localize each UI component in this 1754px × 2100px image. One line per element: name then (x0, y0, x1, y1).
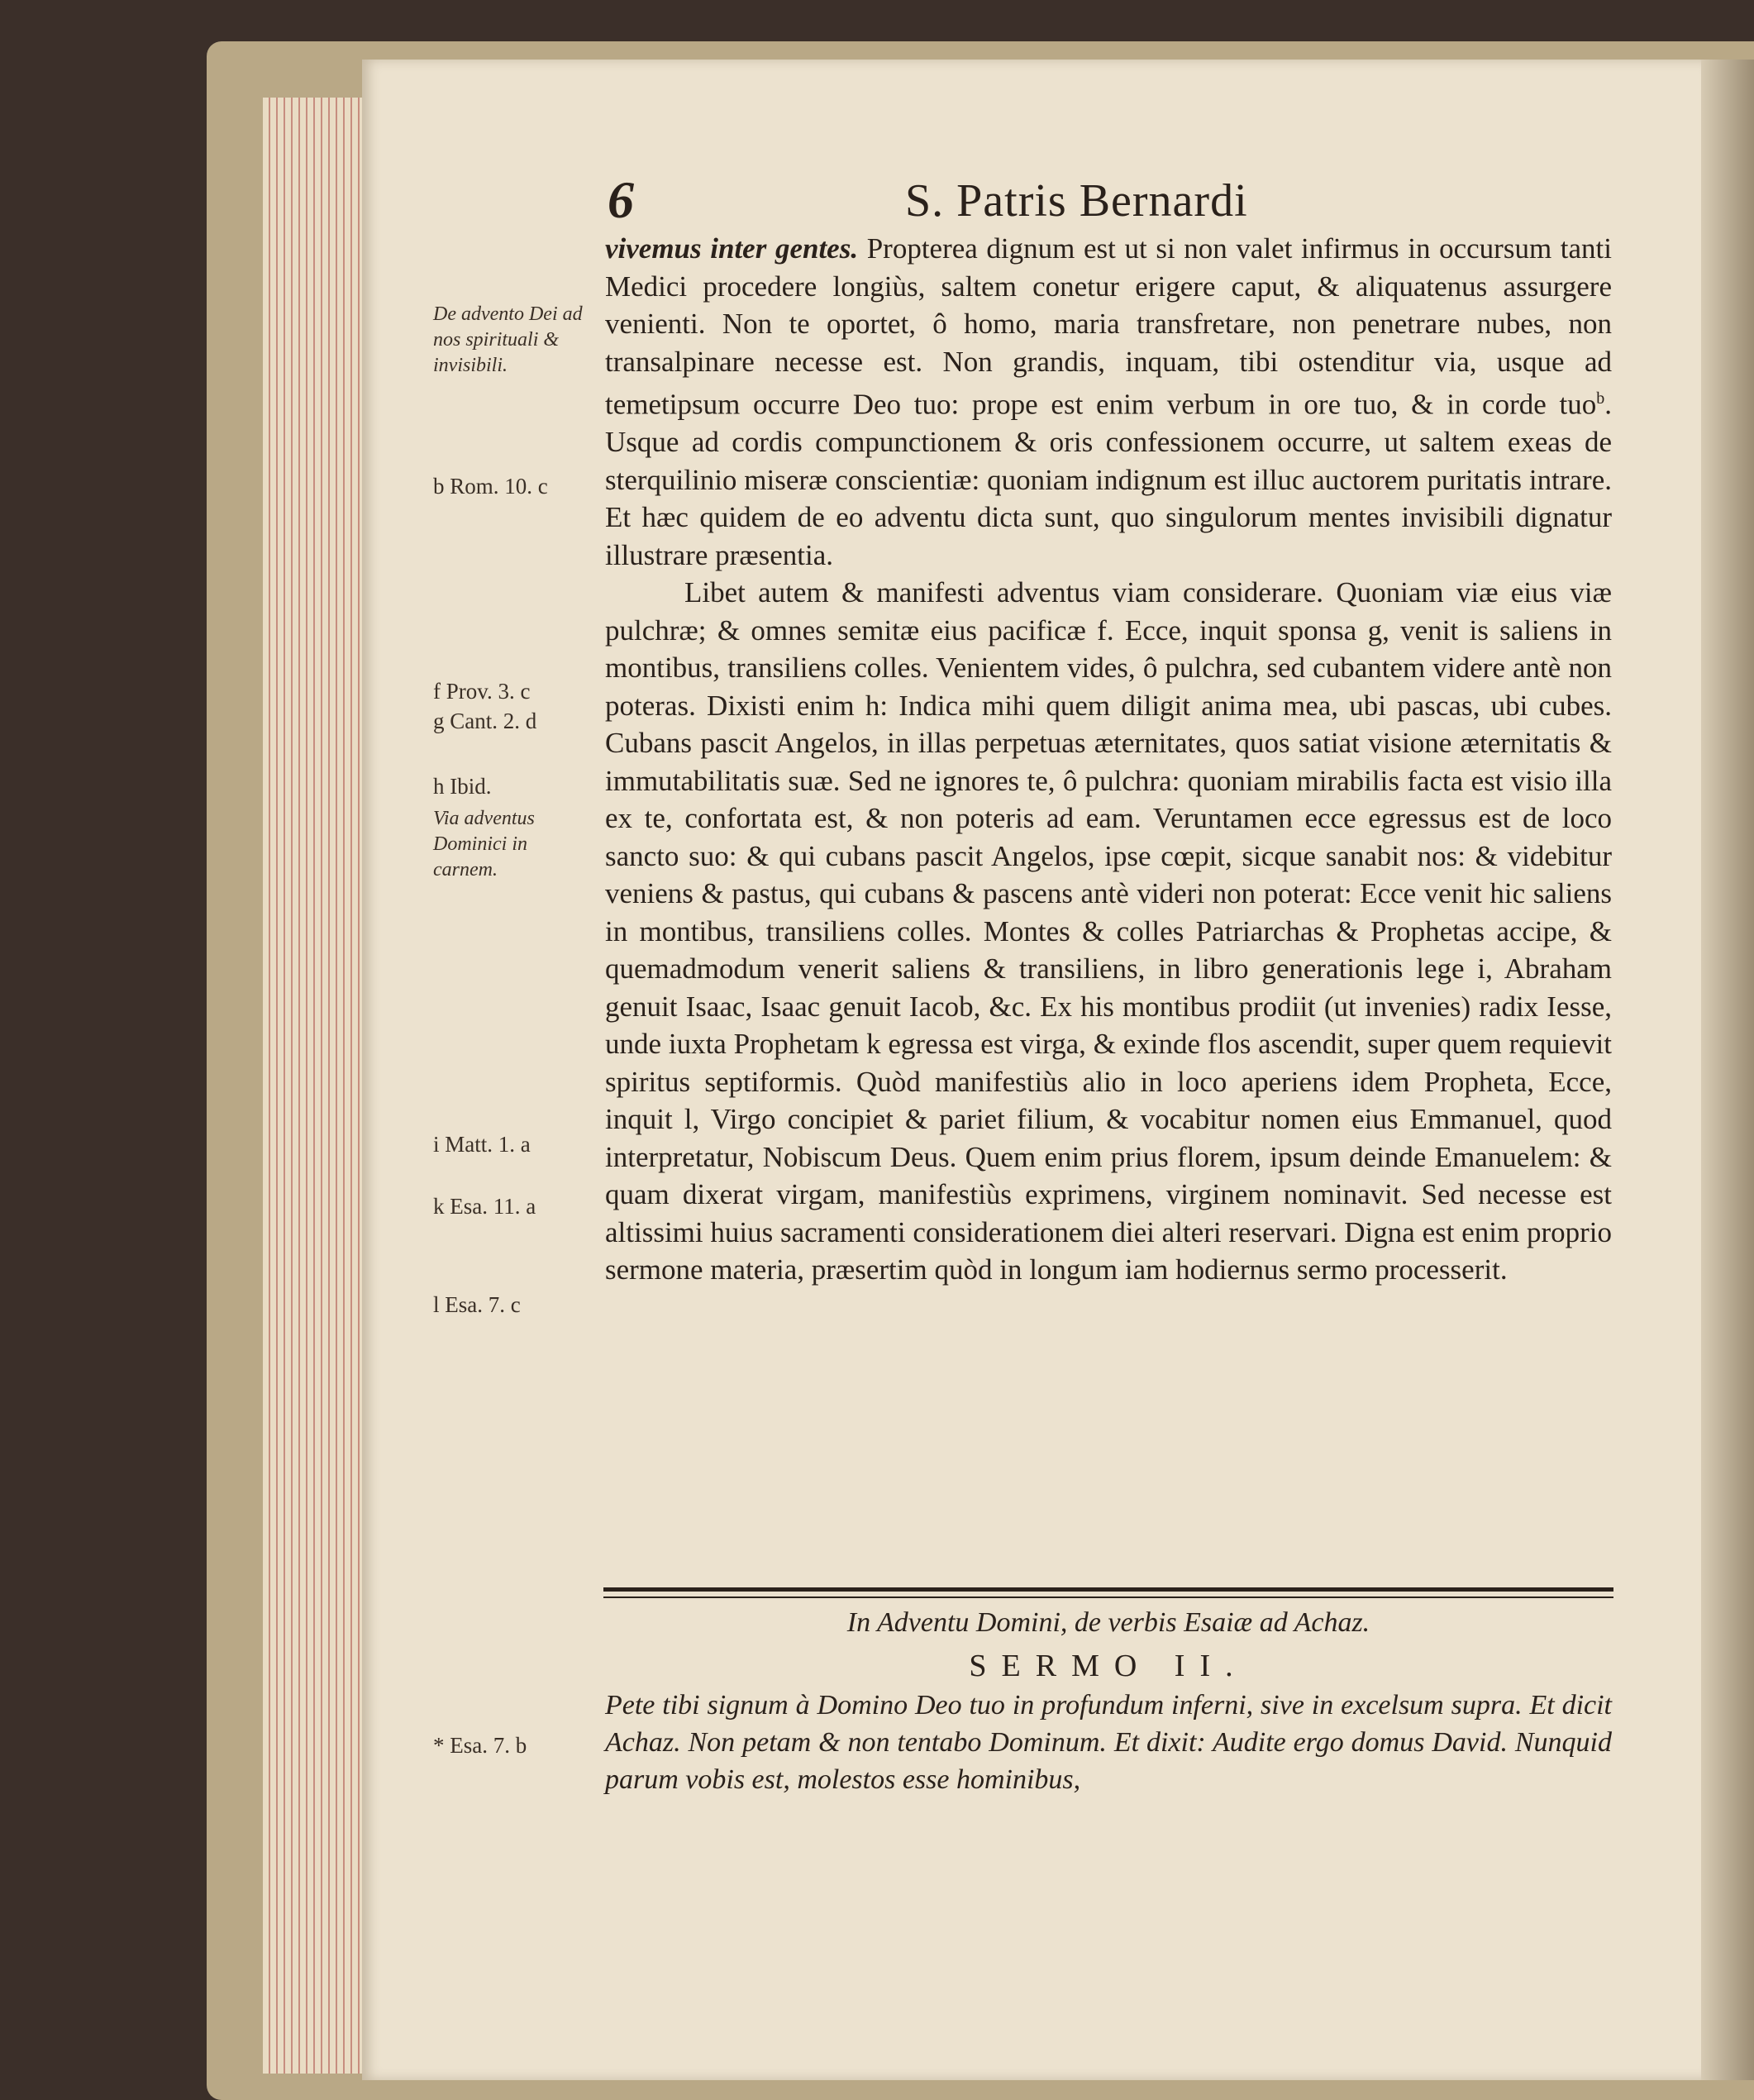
gutter-edge (1701, 60, 1754, 2080)
footnote-marker: b (1596, 389, 1605, 408)
page-edges (263, 98, 379, 2074)
page-number: 6 (608, 170, 634, 229)
margin-note: Via adventus Dominici in carnem. (433, 808, 535, 881)
scripture-epigraph: Pete tibi signum à Domino Deo tuo in profundum inferni, sive in excelsum supra. Et dicit Achaz. Non petam & non tentabo Dominum. Et dixit: Audite ergo domus David. Nunquid parum vobis est, molestos esse hominibus, (605, 1690, 1612, 1795)
sermon-number: SERMO II. (969, 1649, 1248, 1683)
section-rule (603, 1587, 1613, 1598)
margin-note: h Ibid. (433, 774, 492, 799)
margin-note: g Cant. 2. d (433, 709, 537, 733)
margin-note: b Rom. 10. c (433, 474, 548, 499)
paragraph: Libet autem & manifesti adventus viam considerare. Quoniam viæ eius viæ pulchræ; & omnes semitæ eius pacificæ f. Ecce, inquit sponsa g, venit is saliens in montibus, transiliens colles. Venientem vides, ô pulchra, sed cubantem videre antè non poteras. Dixisti enim h: Indica mihi quem diligit anima mea, ubi pascas, ubi cubes. Cubans pascit Angelos, in illas perpetuas æternitates, quos satiat visione æternitatis & immutabilitatis suæ. Sed ne ignores te, ô pulchra: quoniam mirabilis facta est visio illa ex te, confortata est, & non poteris ad eam. Veruntamen ecce egressus est de loco sancto suo: & qui cubans pascit Angelos, ipse cœpit, sicque sanabit nos: & videbitur veniens & pastus, qui cubans & pascens antè videri non poterat: Ecce venit hic saliens in montibus, transiliens colles. Montes & colles Patriarchas & Prophetas accipe, & quemadmodum venerit saliens & transiliens, in libro generationis lege i, Abraham genuit Isaac, Isaac genuit Iacob, &c. Ex his montibus prodiit (ut invenies) radix Iesse, unde iuxta Prophetam k egressa est virga, & exinde flos ascendit, super quem requievit spiritus septiformis. Quòd manifestiùs alio in loco aperiens idem Propheta, Ecce, inquit l, Virgo concipiet & pariet filium, & vocabitur nomen eius Emmanuel, quod interpretatur, Nobiscum Deus. Quem enim prius florem, ipsum deinde Emanuelem: & quam dixerat virgam, manifestiùs exprimens, virginem nominavit. Sed necesse est altissimi huius sacramenti considerationem diei alteri reservari. Digna est enim proprio sermone materia, præsertim quòd in longum iam hodiernus sermo processerit. (605, 576, 1612, 1286)
paragraph (605, 230, 1612, 574)
paragraph-text: Propterea dignum est ut si non valet infirmus in occursum tanti Medici procedere longiùs, saltem conetur erigere caput, & aliquatenus assurgere venienti. Non te oportet, ô homo, maria transfretare, non penetrare nubes, non transalpinare necesse est. Non grandis, inquam, tibi ostenditur via, usque ad temetipsum occurre Deo tuo: prope est enim verbum in ore tuo, & in corde tuo (605, 232, 1613, 421)
margin-note: k Esa. 11. a (433, 1194, 536, 1219)
running-head (608, 169, 1624, 236)
sermon-heading (603, 1604, 1613, 1687)
margin-note: f Prov. 3. c (433, 679, 531, 704)
margin-note: * Esa. 7. b (433, 1733, 527, 1758)
running-title: S. Patris Bernardi (905, 175, 1248, 227)
margin-note: l Esa. 7. c (433, 1292, 521, 1317)
sermon-subtitle: In Adventu Domini, de verbis Esaiæ ad Achaz. (846, 1607, 1370, 1638)
margin-note: i Matt. 1. a (433, 1132, 531, 1157)
opening-words: vivemus inter gentes. (605, 232, 859, 265)
margin-note: De advento Dei ad nos spirituali & invisibili. (433, 303, 583, 376)
body-text (605, 230, 1612, 1289)
paragraph-text: . Usque ad cordis compunctionem & oris confessionem occurre, ut saltem exeas de sterquilinio miseræ conscientiæ: quoniam indignum est illuc auctorem puritatis intrare. Et hæc quidem de eo adventu dicta sunt, quo singulorum mentes invisibili dignatur illustrare præsentia. (605, 388, 1612, 571)
